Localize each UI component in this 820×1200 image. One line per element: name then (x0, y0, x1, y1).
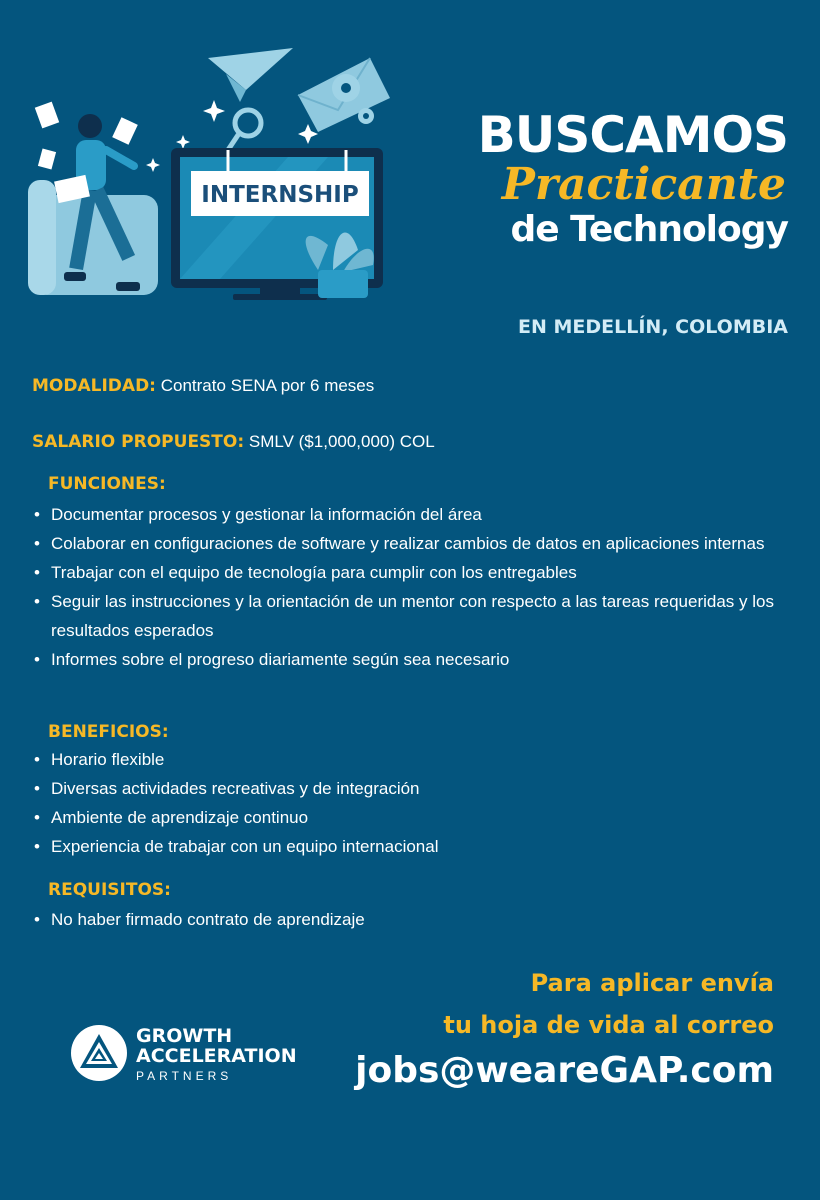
internship-sign-text: INTERNSHIP (201, 182, 359, 208)
logo-text-growth: GROWTH (136, 1025, 233, 1047)
salario-value: SMLV ($1,000,000) COL (248, 432, 435, 451)
headline-practicante: Practicante (501, 159, 786, 210)
modalidad-value: Contrato SENA por 6 meses (160, 376, 375, 395)
beneficios-list (32, 745, 774, 861)
logo-text-acceleration: ACCELERATION (136, 1045, 297, 1067)
headline-buscamos: BUSCAMOS (477, 106, 788, 164)
paper-plane-icon (208, 48, 293, 102)
logo-text-partners: PARTNERS (136, 1069, 233, 1083)
list-item: • Experiencia de trabajar con un equipo internacional (32, 832, 774, 861)
beneficios-title: BENEFICIOS: (48, 722, 169, 742)
magnifier-icon (228, 110, 261, 150)
list-item: • Colaborar en configuraciones de software y realizar cambios de datos en aplicaciones internas (32, 529, 774, 558)
list-item: • Ambiente de aprendizaje continuo (32, 803, 774, 832)
headline-technology: de Technology (510, 209, 788, 250)
list-item: • Seguir las instrucciones y la orientación de un mentor con respecto a las tareas requeridas y los resultados esperados (32, 587, 774, 645)
funciones-title: FUNCIONES: (48, 474, 166, 494)
salario-label: SALARIO PROPUESTO: (32, 432, 245, 452)
location: EN MEDELLÍN, COLOMBIA (518, 316, 788, 338)
list-item: • Informes sobre el progreso diariamente según sea necesario (32, 645, 774, 674)
funciones-list (32, 500, 774, 674)
requisitos-title: REQUISITOS: (48, 880, 171, 900)
headline (448, 108, 788, 252)
company-logo (70, 1022, 330, 1086)
modalidad-row (32, 376, 374, 396)
gap-logo-icon (70, 1024, 128, 1082)
list-item: • No haber firmado contrato de aprendizaje (32, 905, 774, 934)
list-item: • Diversas actividades recreativas y de integración (32, 774, 774, 803)
internship-illustration (28, 40, 398, 310)
cta-line-1: Para aplicar envía (530, 969, 774, 997)
list-item: • Horario flexible (32, 745, 774, 774)
cta-line-2: tu hoja de vida al correo (443, 1011, 774, 1039)
salario-row (32, 432, 435, 452)
list-item: • Documentar procesos y gestionar la información del área (32, 500, 774, 529)
list-item: • Trabajar con el equipo de tecnología para cumplir con los entregables (32, 558, 774, 587)
apply-cta (355, 962, 774, 1096)
requisitos-list (32, 905, 774, 934)
email-link[interactable]: jobs@weareGAP.com (355, 1050, 774, 1091)
modalidad-label: MODALIDAD: (32, 376, 156, 396)
